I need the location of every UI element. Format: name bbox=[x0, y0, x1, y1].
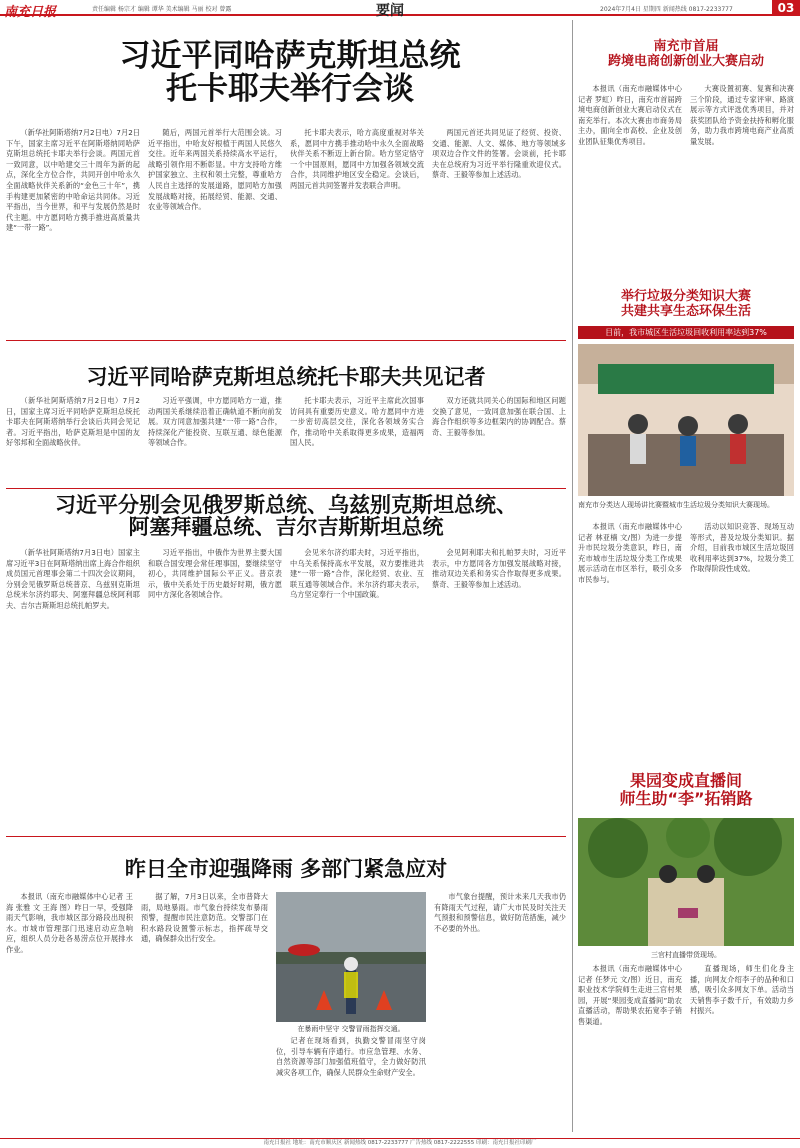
editor-credits: 责任编辑 杨宗才 编辑 谭华 美术编辑 马丽 校对 曾露 bbox=[92, 6, 232, 13]
story2-column bbox=[6, 396, 140, 482]
sidebar-top-body bbox=[578, 84, 794, 284]
sidebar-mid-headline bbox=[578, 290, 794, 320]
sidebar-bottom-headline-line2: 师生助“李”拓销路 bbox=[619, 789, 753, 809]
paragraph: 据了解，7月3日以来，全市普降大雨，局地暴雨。市气象台持续发布暴雨预警，提醒市民注意防范。交警部门在积水路段设置警示标志，指挥疏导交通，确保群众出行安全。 bbox=[141, 892, 268, 944]
story1-column bbox=[148, 128, 282, 336]
paragraph: （新华社阿斯塔纳7月2日电）7月2日，国家主席习近平同哈萨克斯坦总统托卡耶夫在阿斯塔纳举行会谈后共同会见记者。习近平指出，哈萨克斯坦是中国的友好邻邦和全面战略伙伴。 bbox=[6, 396, 140, 448]
rain-traffic-photo bbox=[276, 892, 426, 1022]
paragraph: 本报讯（南充市融媒体中心记者 王海 张雅 文 王海 图）昨日一早，受强降雨天气影响，我市城区部分路段出现积水。市城市管理部门迅速启动应急响应，组织人员分赴各易涝点位开展排水作业。 bbox=[6, 892, 133, 954]
paragraph: 市气象台提醒，预计未来几天我市仍有降雨天气过程，请广大市民及时关注天气预报和预警信息，做好防范措施，减少不必要的外出。 bbox=[434, 892, 566, 933]
story3-headline-line2: 阿塞拜疆总统、吉尔吉斯斯坦总统 bbox=[128, 515, 444, 540]
page-number: 03 bbox=[772, 0, 800, 16]
page-footer: 南充日报社 地址：南充市顺庆区 新闻热线 0817-2233777 广告热线 0817-2222555 印刷：南充日报社印刷厂 bbox=[0, 1138, 800, 1148]
paragraph: 活动以知识竞答、现场互动等形式，普及垃圾分类知识。据介绍，目前我市城区生活垃圾回收利用率达到37%，垃圾分类工作取得阶段性成效。 bbox=[690, 522, 794, 574]
paragraph: 托卡耶夫表示，习近平主席此次国事访问具有重要历史意义。哈方愿同中方进一步密切高层交往，深化各领域务实合作，推动哈中关系取得更多成果，造福两国人民。 bbox=[290, 396, 424, 448]
orchard-livestream-photo bbox=[578, 818, 794, 946]
paragraph: 记者在现场看到，执勤交警冒雨坚守岗位，引导车辆有序通行。市应急管理、水务、自然资源等部门加强值班值守，全力做好防汛减灾各项工作，确保人民群众生命财产安全。 bbox=[276, 1036, 426, 1077]
paragraph: 习近平指出，中俄作为世界主要大国和联合国安理会常任理事国，要继续坚守初心，共同维护国际公平正义。普京表示，俄中关系处于历史最好时期，俄方愿同中方深化各领域合作。 bbox=[148, 548, 282, 600]
paragraph: 本报讯（南充市融媒体中心记者 罗虹）昨日，南充市首届跨境电商创新创业大赛启动仪式在南充举行。本次大赛由市商务局主办，面向全市高校、企业及创业团队征集优秀项目。 bbox=[578, 84, 682, 146]
paragraph: 本报讯（南充市融媒体中心记者 任梦元 文/图）近日，南充职业技术学院师生走进三官村果园，开展“果园变成直播间”助农直播活动，帮助果农拓宽李子销售渠道。 bbox=[578, 964, 682, 1026]
paragraph: 会见阿利耶夫和扎帕罗夫时，习近平表示，中方愿同各方加强发展战略对接，推动双边关系和务实合作取得更多成果。蔡奇、王毅等参加上述活动。 bbox=[432, 548, 566, 589]
sidebar-bottom-headline-line1: 果园变成直播间 bbox=[629, 771, 742, 790]
rain-scene-image bbox=[276, 892, 426, 1022]
sidebar-bottom-column bbox=[690, 964, 794, 1132]
divider bbox=[6, 836, 566, 837]
orchard-photo-caption: 三官村直播带货现场。 bbox=[651, 951, 721, 959]
story2-body bbox=[6, 396, 566, 482]
paragraph: 习近平强调，中方愿同哈方一道，推动两国关系继续沿着正确轨道不断向前发展。双方同意加强共建“一带一路”合作，持续深化产能投资、互联互通、绿色能源等领域合作。 bbox=[148, 396, 282, 448]
story3-headline-line1: 习近平分别会见俄罗斯总统、乌兹别克斯坦总统、 bbox=[55, 493, 517, 517]
story3-column bbox=[6, 548, 140, 830]
paragraph: 双方还就共同关心的国际和地区问题交换了意见，一致同意加强在联合国、上海合作组织等多边框架内的协调配合。蔡奇、王毅等参加。 bbox=[432, 396, 566, 437]
story3-column bbox=[290, 548, 424, 830]
story1-column bbox=[6, 128, 140, 336]
sidebar-top-column bbox=[690, 84, 794, 284]
sidebar-mid-column bbox=[578, 522, 682, 768]
story4-column bbox=[434, 892, 566, 1132]
story3-column bbox=[432, 548, 566, 830]
story4-headline: 昨日全市迎强降雨 多部门紧急应对 bbox=[124, 857, 448, 881]
story4-column bbox=[141, 892, 268, 1132]
paragraph: 两国元首还共同见证了经贸、投资、交通、能源、人文、媒体、地方等领域多项双边合作文件的签署。会谈前，托卡耶夫在总统府为习近平举行隆重欢迎仪式。蔡奇、王毅等参加上述活动。 bbox=[432, 128, 566, 180]
story2-column bbox=[148, 396, 282, 482]
sidebar-bottom-column bbox=[578, 964, 682, 1132]
paragraph: 随后，两国元首举行大范围会谈。习近平指出，中哈友好根植于两国人民悠久交往。近年来两国关系持续高水平运行，战略引领作用不断彰显。中方支持哈方维护国家独立、主权和领土完整，尊重哈方人民自主选择的发展道路，愿同哈方加强发展战略对接，拓展经贸、能源、交通、农业等领域合作。 bbox=[148, 128, 282, 212]
dateline: 2024年7月4日 星期四 新闻热线 0817-2233777 bbox=[600, 6, 733, 13]
story1-body bbox=[6, 128, 566, 336]
sidebar-top-headline-line1: 南充市首届 bbox=[653, 39, 719, 54]
page-header bbox=[0, 0, 800, 20]
paragraph: （新华社阿斯塔纳7月2日电）7月2日下午，国家主席习近平在阿斯塔纳同哈萨克斯坦总统托卡耶夫举行会谈。两国元首一致同意，以中哈建交三十周年为新的起点，深化全方位合作，共同开创中哈永久全面战略伙伴关系新的“金色三十年”，携手构建更加紧密的中哈命运共同体。习近平指出，当今世界，和平与发展仍然是时代主题。中方愿同哈方携手推进高质量共建“一带一路”。 bbox=[6, 128, 140, 233]
sidebar-top-column bbox=[578, 84, 682, 284]
paragraph: 大赛设置初赛、复赛和决赛三个阶段，通过专家评审、路演展示等方式评选优秀项目，并对获奖团队给予资金扶持和孵化服务，助力我市跨境电商产业高质量发展。 bbox=[690, 84, 794, 146]
section-title: 要闻 bbox=[376, 3, 404, 19]
orchard-image bbox=[578, 818, 794, 946]
story4-column bbox=[6, 892, 133, 1132]
sidebar-top-headline bbox=[578, 40, 794, 70]
sidebar-ribbon: 目前，我市城区生活垃圾回收利用率达到37% bbox=[578, 326, 794, 339]
story3-body bbox=[6, 548, 566, 830]
story1-headline-line1: 习近平同哈萨克斯坦总统 bbox=[119, 38, 461, 74]
story2-column bbox=[432, 396, 566, 482]
sidebar-top-headline-line2: 跨境电商创新创业大赛启动 bbox=[607, 53, 764, 69]
sidebar-mid-column bbox=[690, 522, 794, 768]
garbage-photo-caption: 南充市分类达人现场讲比赛暨城市生活垃圾分类知识大赛现场。 bbox=[578, 501, 774, 509]
sidebar-mid-headline-line1: 举行垃圾分类知识大赛 bbox=[620, 289, 751, 304]
story2-column bbox=[290, 396, 424, 482]
paragraph: （新华社阿斯塔纳7月3日电）国家主席习近平3日在阿斯塔纳出席上海合作组织成员国元首理事会第二十四次会议期间，分别会见俄罗斯总统普京、乌兹别克斯坦总统米尔济约耶夫、阿塞拜疆总统阿利耶夫、吉尔吉斯斯坦总统扎帕罗夫。 bbox=[6, 548, 140, 610]
story4-column bbox=[276, 1036, 426, 1132]
paragraph: 本报讯（南充市融媒体中心记者 林亚楠 文/图）为进一步提升市民垃圾分类意识，昨日，南充市城市生活垃圾分类工作成果展示活动在市区举行，吸引众多市民参与。 bbox=[578, 522, 682, 584]
story2-headline: 习近平同哈萨克斯坦总统托卡耶夫共见记者 bbox=[86, 365, 486, 389]
divider bbox=[6, 488, 566, 489]
story1-headline bbox=[40, 40, 540, 105]
divider bbox=[6, 340, 566, 341]
story3-headline bbox=[6, 494, 566, 538]
column-divider bbox=[572, 20, 573, 1132]
newspaper-logo: 南充日报 bbox=[4, 5, 57, 20]
garbage-sorting-image bbox=[578, 344, 794, 496]
garbage-sorting-photo bbox=[578, 344, 794, 496]
sidebar-mid-headline-line2: 共建共享生态环保生活 bbox=[620, 303, 751, 319]
rain-photo-caption: 在暴雨中坚守 交警冒雨指挥交通。 bbox=[297, 1025, 405, 1033]
paragraph: 直播现场，师生们化身主播，向网友介绍李子的品种和口感，吸引众多网友下单。活动当天销售李子数千斤，有效助力乡村振兴。 bbox=[690, 964, 794, 1016]
story4-body-left bbox=[6, 892, 268, 1132]
paragraph: 会见米尔济约耶夫时，习近平指出，中乌关系保持高水平发展，双方要推进共建“一带一路”合作，深化经贸、农业、互联互通等领域合作。米尔济约耶夫表示，乌方坚定奉行一个中国政策。 bbox=[290, 548, 424, 600]
story3-column bbox=[148, 548, 282, 830]
story1-column bbox=[432, 128, 566, 336]
sidebar-bottom-headline bbox=[578, 772, 794, 809]
story1-headline-line2: 托卡耶夫举行会谈 bbox=[166, 70, 414, 107]
sidebar-bottom-body bbox=[578, 964, 794, 1132]
sidebar-mid-body bbox=[578, 522, 794, 768]
paragraph: 托卡耶夫表示，哈方高度重视对华关系，愿同中方携手推动哈中永久全面战略伙伴关系不断迈上新台阶。哈方坚定恪守一个中国原则，愿同中方加强各领域交流合作，共同维护地区安全稳定。会谈后，两国元首共同签署并发表联合声明。 bbox=[290, 128, 424, 190]
story1-column bbox=[290, 128, 424, 336]
